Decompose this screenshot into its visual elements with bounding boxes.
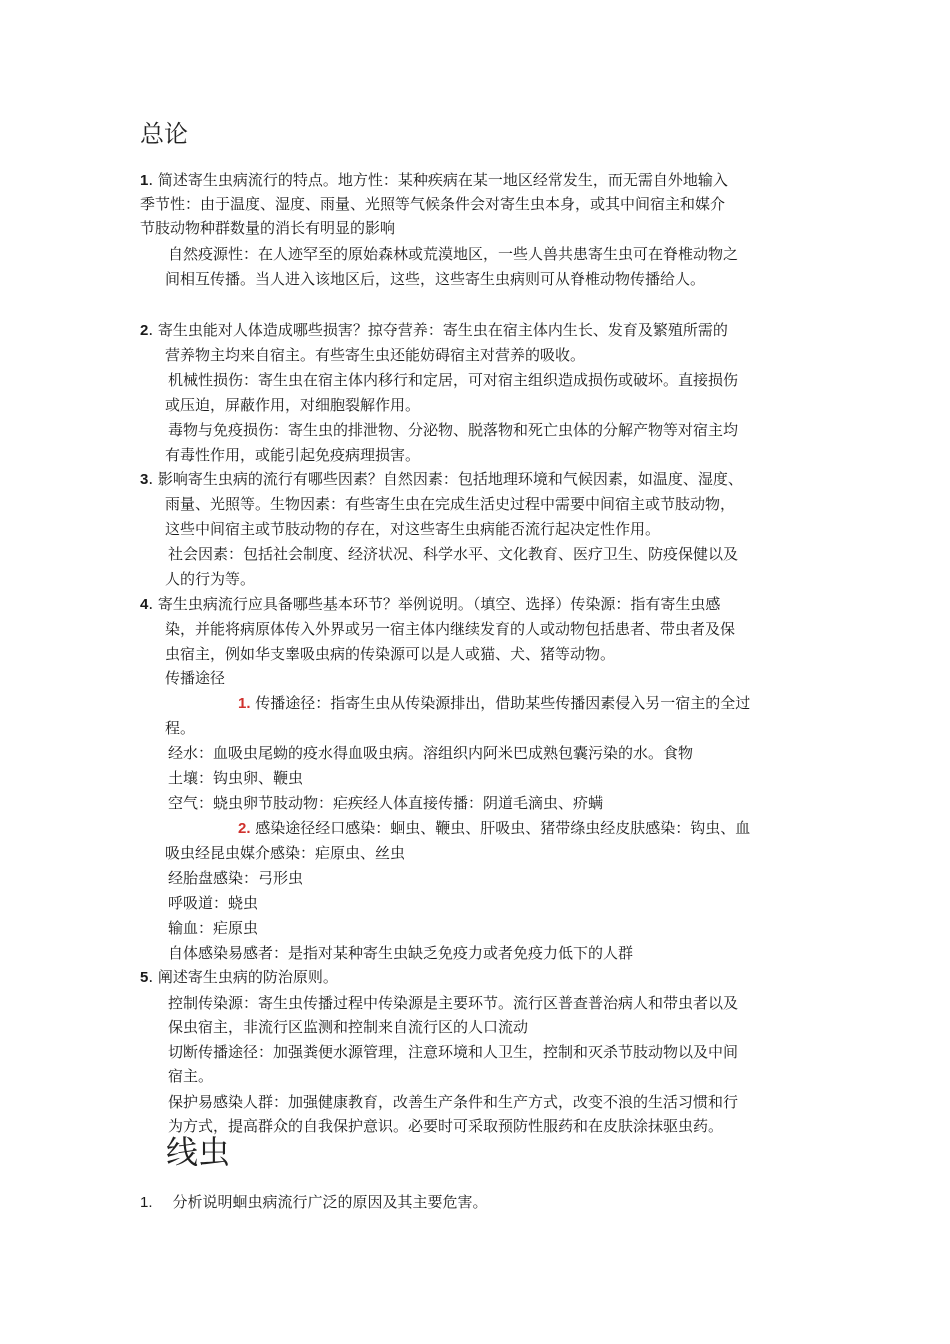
q4-point-1: 1. 传播途径：指寄生虫从传染源排出，借助某些传播因素侵入另一宿主的全过 xyxy=(238,694,751,712)
q4-line-5: 经水：血吸虫尾蚴的疫水得血吸虫病。溶组织内阿米巴成熟包囊污染的水。食物 xyxy=(168,744,694,762)
q5-line-4: 切断传播途径：加强粪便水源管理，注意环境和人卫生，控制和灭杀节肢动物以及中间 xyxy=(168,1043,739,1061)
q3-line-3: 这些中间宿主或节肢动物的存在，对这些寄生虫病能否流行起决定性作用。 xyxy=(165,520,661,538)
q3-number: 3 xyxy=(140,471,149,488)
q4-point-2-number: 2. xyxy=(238,820,251,837)
q4-line-7: 空气：蛲虫卵节肢动物：疟疾经人体直接传播：阴道毛滴虫、疥螨 xyxy=(168,794,604,812)
q4-line-10: 输血：疟原虫 xyxy=(168,919,259,937)
q5-line-5: 宿主。 xyxy=(168,1067,214,1085)
q4-line-4: 传播途径 xyxy=(165,669,226,687)
q2-line-3: 机械性损伤：寄生虫在宿主体内移行和定居，可对宿主组织造成损伤或破坏。直接损伤 xyxy=(168,371,739,389)
q4-line-9: 呼吸道：蛲虫 xyxy=(168,894,259,912)
q4-line-6: 土壤：钩虫卵、鞭虫 xyxy=(168,769,304,787)
q2-line-1: 2. 寄生虫能对人体造成哪些损害？掠夺营养：寄生虫在宿主体内生长、发育及繁殖所需的 xyxy=(140,321,728,339)
q2-number: 2 xyxy=(140,322,149,339)
q1-line-5: 间相互传播。当人进入该地区后，这些，这些寄生虫病则可从脊椎动物传播给人。 xyxy=(165,270,706,288)
nematode-q1-number: 1. xyxy=(140,1194,153,1211)
q5-line-1: 5. 阐述寄生虫病的防治原则。 xyxy=(140,968,338,986)
q4-point-1-cont: 程。 xyxy=(165,719,196,737)
q5-line-7: 为方式，提高群众的自我保护意识。必要时可采取预防性服药和在皮肤涂抹驱虫药。 xyxy=(168,1117,724,1135)
q1-number: 1 xyxy=(140,172,149,189)
q4-line-11: 自体感染易感者：是指对某种寄生虫缺乏免疫力或者免疫力低下的人群 xyxy=(168,944,634,962)
q2-line-2: 营养物主均来自宿主。有些寄生虫还能妨碍宿主对营养的吸收。 xyxy=(165,346,586,364)
q3-line-5: 人的行为等。 xyxy=(165,570,256,588)
q4-line-2: 染，并能将病原体传入外界或另一宿主体内继续发育的人或动物包括患者、带虫者及保 xyxy=(165,620,736,638)
q1-line-2: 季节性：由于温度、湿度、雨量、光照等气候条件会对寄生虫本身，或其中间宿主和媒介 xyxy=(140,195,726,213)
q3-line-2: 雨量、光照等。生物因素：有些寄生虫在完成生活史过程中需要中间宿主或节肢动物， xyxy=(165,495,736,513)
q1-line-1: 1. 简述寄生虫病流行的特点。地方性：某种疾病在某一地区经常发生，而无需自外地输入 xyxy=(140,171,728,189)
q4-line-3: 虫宿主，例如华支睾吸虫病的传染源可以是人或猫、犬、猪等动物。 xyxy=(165,645,616,663)
q3-line-4: 社会因素：包括社会制度、经济状况、科学水平、文化教育、医疗卫生、防疫保健以及 xyxy=(168,545,739,563)
q4-point-2: 2. 感染途径经口感染：蛔虫、鞭虫、肝吸虫、猪带绦虫经皮肤感染：钩虫、血 xyxy=(238,819,751,837)
nematode-q1: 1. 分析说明蛔虫病流行广泛的原因及其主要危害。 xyxy=(140,1193,488,1211)
q3-line-1: 3. 影响寄生虫病的流行有哪些因素？自然因素：包括地理环境和气候因素，如温度、湿度、 xyxy=(140,470,743,488)
q4-line-1: 4. 寄生虫病流行应具备哪些基本环节？举例说明。（填空、选择）传染源：指有寄生虫感 xyxy=(140,595,721,613)
q4-point-1-number: 1. xyxy=(238,695,251,712)
q2-line-4: 或压迫，屏蔽作用，对细胞裂解作用。 xyxy=(165,396,421,414)
q5-line-6: 保护易感染人群：加强健康教育，改善生产条件和生产方式，改变不浪的生活习惯和行 xyxy=(168,1093,739,1111)
q1-line-3: 节肢动物种群数量的消长有明显的影响 xyxy=(140,219,396,237)
q2-line-6: 有毒性作用，或能引起免疫病理损害。 xyxy=(165,446,421,464)
q2-line-5: 毒物与免疫损伤：寄生虫的排泄物、分泌物、脱落物和死亡虫体的分解产物等对宿主均 xyxy=(168,421,739,439)
q4-point-2-cont: 吸虫经昆虫媒介感染：疟原虫、丝虫 xyxy=(165,844,406,862)
q5-number: 5 xyxy=(140,969,149,986)
q4-number: 4 xyxy=(140,596,149,613)
q1-line-4: 自然疫源性：在人迹罕至的原始森林或荒漠地区，一些人兽共患寄生虫可在脊椎动物之 xyxy=(168,245,739,263)
section-title-general: 总论 xyxy=(140,120,188,148)
section-title-nematodes: 线虫 xyxy=(166,1133,231,1171)
q4-line-8: 经胎盘感染：弓形虫 xyxy=(168,869,304,887)
q5-line-3: 保虫宿主，非流行区监测和控制来自流行区的人口流动 xyxy=(168,1018,529,1036)
q5-line-2: 控制传染源：寄生虫传播过程中传染源是主要环节。流行区普查普治病人和带虫者以及 xyxy=(168,994,739,1012)
